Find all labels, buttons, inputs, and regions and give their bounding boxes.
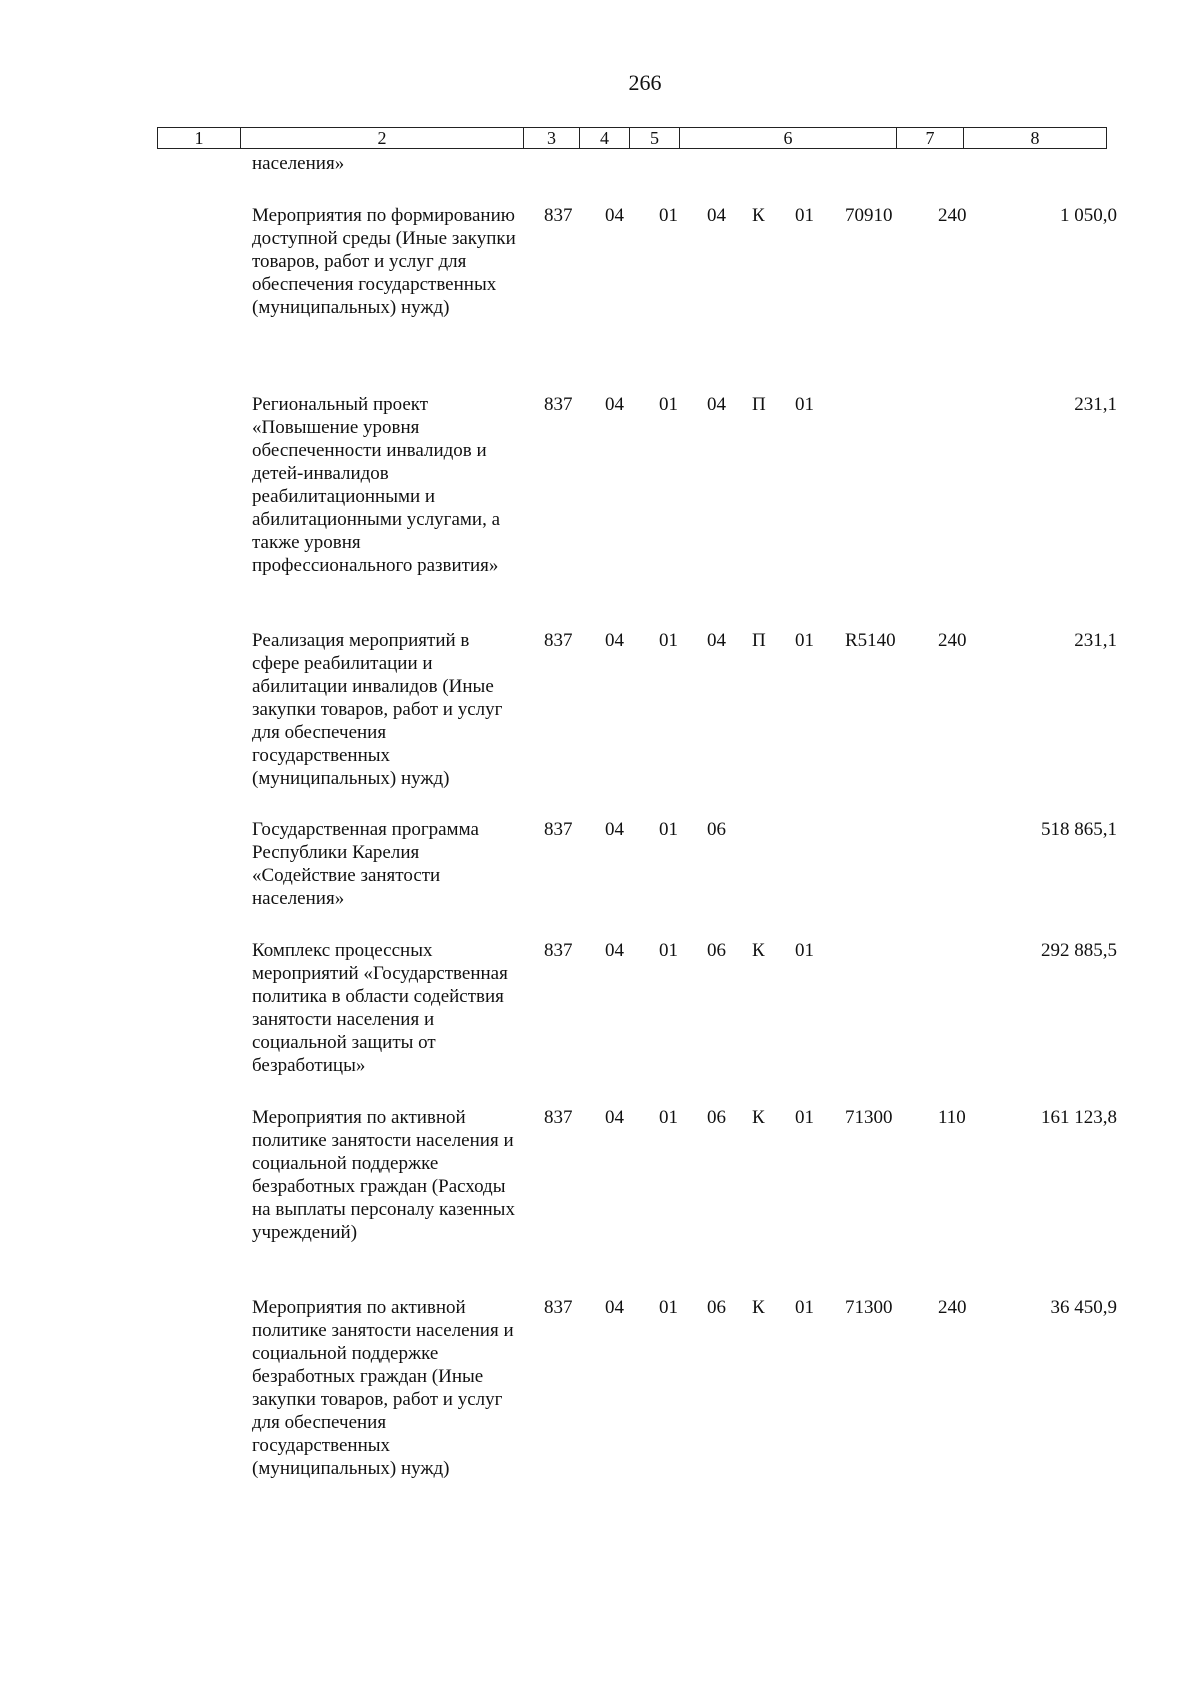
header-col-8: 8 <box>964 128 1107 149</box>
col-3-value: 837 <box>544 1297 573 1318</box>
col-5-value: 01 <box>659 1297 678 1318</box>
col-6-type: К <box>752 1107 765 1128</box>
col-4-value: 04 <box>605 394 624 415</box>
col-6-number: 01 <box>795 630 814 651</box>
col-5-value: 01 <box>659 819 678 840</box>
col-5-value: 01 <box>659 205 678 226</box>
col-7-value: 110 <box>938 1107 966 1128</box>
col-6-program: 06 <box>707 940 726 961</box>
col-7-value: 240 <box>938 630 967 651</box>
col-6-type: П <box>752 394 766 415</box>
header-col-7: 7 <box>897 128 964 149</box>
row-description: Мероприятия по активной политике занятости населения и социальной поддержке безработных граждан (Расходы на выплаты персоналу казенных учреждений) <box>252 1107 515 1243</box>
col-6-type: К <box>752 1297 765 1318</box>
col-6-program: 06 <box>707 1297 726 1318</box>
col-6-type: П <box>752 630 766 651</box>
col-7-value: 240 <box>938 1297 967 1318</box>
col-4-value: 04 <box>605 1107 624 1128</box>
col-6-type: К <box>752 205 765 226</box>
col-4-value: 04 <box>605 819 624 840</box>
col-6-code: 71300 <box>845 1107 893 1128</box>
col-6-code: 70910 <box>845 205 893 226</box>
table-header <box>157 127 1107 149</box>
row-description: Государственная программа Республики Карелия «Содействие занятости населения» <box>252 819 479 909</box>
carry-over-text: населения» <box>252 153 345 174</box>
header-col-4: 4 <box>580 128 630 149</box>
header-col-6: 6 <box>680 128 897 149</box>
col-6-number: 01 <box>795 1107 814 1128</box>
col-8-amount: 231,1 <box>1074 394 1117 415</box>
col-3-value: 837 <box>544 1107 573 1128</box>
col-6-program: 04 <box>707 630 726 651</box>
col-5-value: 01 <box>659 394 678 415</box>
col-8-amount: 36 450,9 <box>1050 1297 1117 1318</box>
col-3-value: 837 <box>544 630 573 651</box>
col-6-code: 71300 <box>845 1297 893 1318</box>
col-4-value: 04 <box>605 1297 624 1318</box>
col-3-value: 837 <box>544 940 573 961</box>
col-6-program: 04 <box>707 394 726 415</box>
col-6-number: 01 <box>795 1297 814 1318</box>
col-8-amount: 1 050,0 <box>1060 205 1117 226</box>
col-3-value: 837 <box>544 819 573 840</box>
col-6-program: 06 <box>707 819 726 840</box>
col-8-amount: 518 865,1 <box>1041 819 1117 840</box>
row-description: Мероприятия по формированию доступной среды (Иные закупки товаров, работ и услуг для обеспечения государственных (муниципальных) нужд) <box>252 205 516 318</box>
row-description: Региональный проект «Повышение уровня обеспеченности инвалидов и детей-инвалидов реабилитационными и абилитационными услугами, а также уровня профессионального развития» <box>252 394 501 576</box>
header-col-2: 2 <box>241 128 524 149</box>
col-5-value: 01 <box>659 1107 678 1128</box>
col-6-number: 01 <box>795 940 814 961</box>
page-number: 266 <box>628 70 662 95</box>
col-4-value: 04 <box>605 940 624 961</box>
col-4-value: 04 <box>605 630 624 651</box>
col-4-value: 04 <box>605 205 624 226</box>
col-8-amount: 231,1 <box>1074 630 1117 651</box>
col-8-amount: 292 885,5 <box>1041 940 1117 961</box>
col-6-number: 01 <box>795 205 814 226</box>
row-description: Мероприятия по активной политике занятости населения и социальной поддержке безработных граждан (Иные закупки товаров, работ и услуг для обеспечения государственных (муниципальных) нужд) <box>252 1297 514 1479</box>
header-col-1: 1 <box>158 128 241 149</box>
header-col-3: 3 <box>524 128 580 149</box>
col-6-program: 04 <box>707 205 726 226</box>
col-3-value: 837 <box>544 205 573 226</box>
col-6-program: 06 <box>707 1107 726 1128</box>
col-3-value: 837 <box>544 394 573 415</box>
col-7-value: 240 <box>938 205 967 226</box>
col-8-amount: 161 123,8 <box>1041 1107 1117 1128</box>
col-6-code: R5140 <box>845 630 896 651</box>
row-description: Комплекс процессных мероприятий «Государственная политика в области содействия занятости населения и социальной защиты от безработицы» <box>252 940 508 1076</box>
col-6-number: 01 <box>795 394 814 415</box>
row-description: Реализация мероприятий в сфере реабилитации и абилитации инвалидов (Иные закупки товаров, работ и услуг для обеспечения государственных (муниципальных) нужд) <box>252 630 503 789</box>
col-5-value: 01 <box>659 630 678 651</box>
col-5-value: 01 <box>659 940 678 961</box>
col-6-type: К <box>752 940 765 961</box>
header-col-5: 5 <box>630 128 680 149</box>
